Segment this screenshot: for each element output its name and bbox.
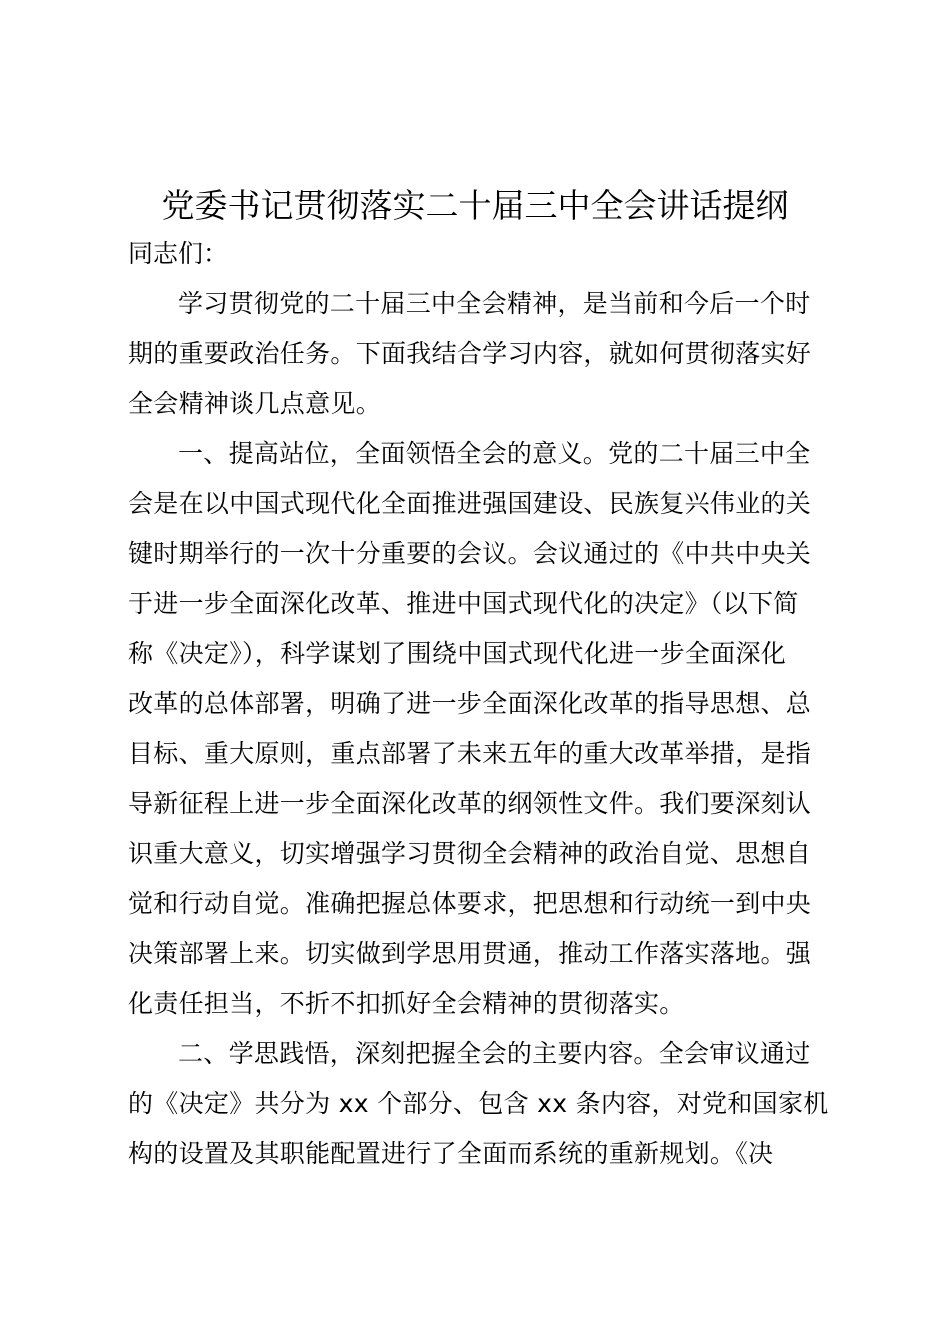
paragraph-line: 二、学思践悟，深刻把握全会的主要内容。全会审议通过 (178, 1039, 811, 1068)
document-title: 党委书记贯彻落实二十届三中全会讲话提纲 (161, 186, 789, 225)
paragraph-line: 会是在以中国式现代化全面推进强国建设、民族复兴伟业的关 (128, 489, 812, 518)
paragraph-line: 导新征程上进一步全面深化改革的纲领性文件。我们要深刻认 (128, 789, 812, 818)
salutation: 同志们： (128, 239, 229, 268)
paragraph-line: 改革的总体部署，明确了进一步全面深化改革的指导思想、总 (128, 689, 812, 718)
paragraph-line: 识重大意义，切实增强学习贯彻全会精神的政治自觉、思想自 (128, 839, 812, 868)
paragraph-line: 的《决定》共分为 xx 个部分、包含 xx 条内容，对党和国家机 (128, 1089, 829, 1118)
paragraph-line: 一、提高站位，全面领悟全会的意义。党的二十届三中全 (178, 439, 811, 468)
paragraph-line: 觉和行动自觉。准确把握总体要求，把思想和行动统一到中央 (128, 889, 812, 918)
paragraph-line: 目标、重大原则，重点部署了未来五年的重大改革举措，是指 (128, 739, 812, 768)
paragraph-line: 构的设置及其职能配置进行了全面而系统的重新规划。《决 (128, 1139, 774, 1168)
paragraph-line: 化责任担当，不折不扣抓好全会精神的贯彻落实。 (128, 989, 685, 1018)
paragraph-line: 于进一步全面深化改革、推进中国式现代化的决定》（以下简 (128, 589, 799, 618)
paragraph-line: 学习贯彻党的二十届三中全会精神，是当前和今后一个时 (178, 289, 811, 318)
paragraph-line: 键时期举行的一次十分重要的会议。会议通过的《中共中央关 (128, 539, 812, 568)
paragraph-line: 称《决定》），科学谋划了围绕中国式现代化进一步全面深化 (128, 639, 787, 668)
paragraph-line: 决策部署上来。切实做到学思用贯通，推动工作落实落地。强 (128, 939, 812, 968)
paragraph-line: 全会精神谈几点意见。 (128, 389, 382, 418)
paragraph-line: 期的重要政治任务。下面我结合学习内容，就如何贯彻落实好 (128, 339, 812, 368)
